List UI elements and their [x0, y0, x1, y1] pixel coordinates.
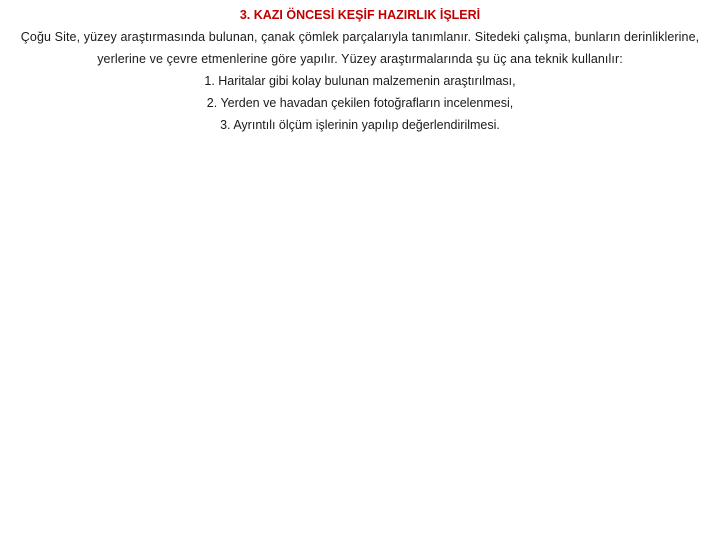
list-item-3: 3. Ayrıntılı ölçüm işlerinin yapılıp değerlendirilmesi.	[220, 118, 500, 132]
slide-content	[6, 4, 714, 136]
list-item-1: 1. Haritalar gibi kolay bulunan malzemenin araştırılması,	[204, 74, 516, 88]
intro-paragraph: Çoğu Site, yüzey araştırmasında bulunan, çanak çömlek parçalarıyla tanımlanır. Sitedeki çalışma, bunların derinliklerine, yerlerine ve çevre etmenlerine göre yapılır. Yüzey araştırmalarında şu üç ana teknik kullanılır:	[20, 30, 700, 66]
list-item-2: 2. Yerden ve havadan çekilen fotoğrafların incelenmesi,	[206, 96, 514, 110]
slide-title: 3. KAZI ÖNCESİ KEŞİF HAZIRLIK İŞLERİ	[239, 8, 481, 22]
